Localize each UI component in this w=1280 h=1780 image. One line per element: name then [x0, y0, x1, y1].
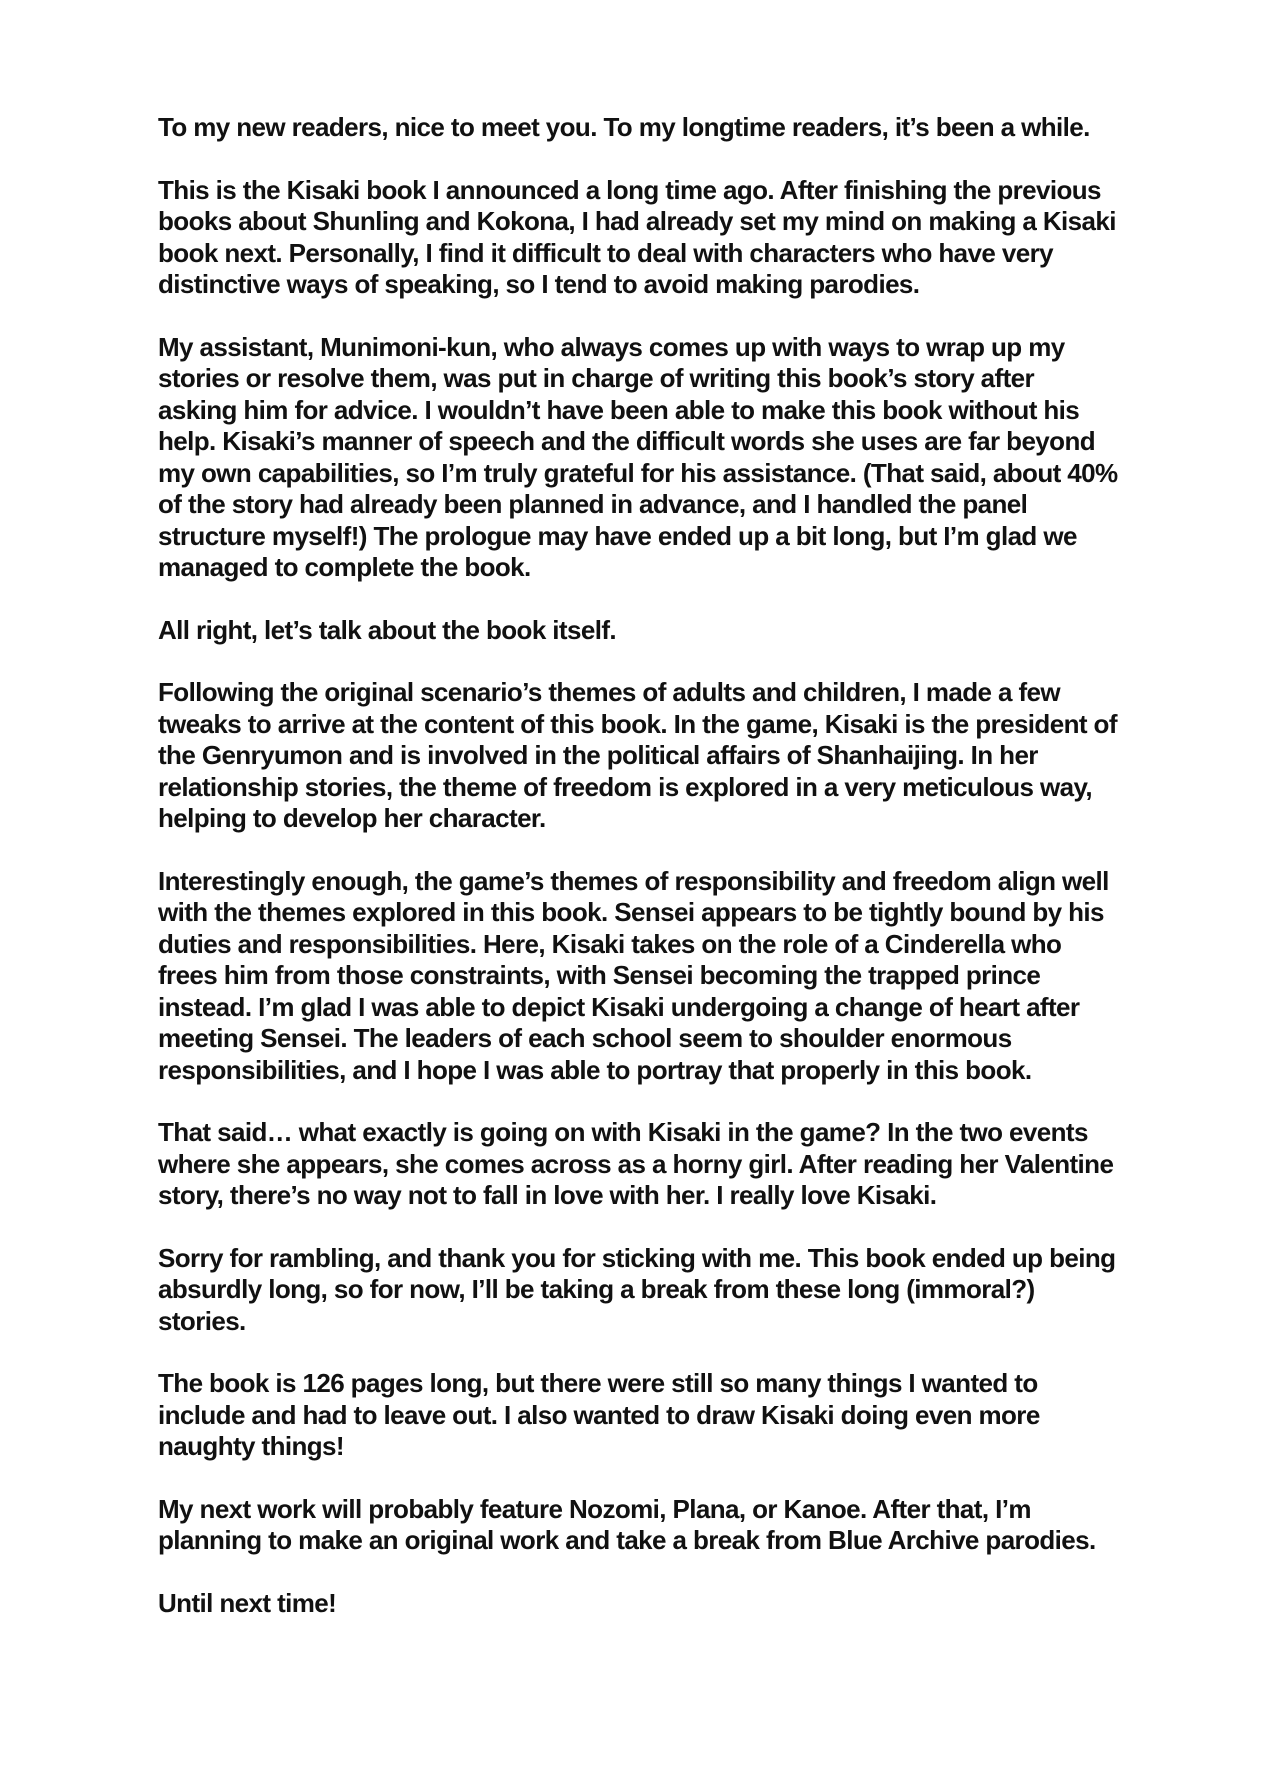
paragraph-next-work: My next work will probably feature Nozomi, Plana, or Kanoe. After that, I’m planning to make an original work and take a break from Blue Archive parodies.	[158, 1493, 1096, 1555]
paragraph-announcement: This is the Kisaki book I announced a long time ago. After finishing the previous books about Shunling and Kokona, I had already set my mind on making a Kisaki book next. Personally, I find it difficult to deal with characters who have very distinctive ways of speaking, so I tend to avoid making parodies.	[158, 174, 1116, 299]
afterword-page	[158, 112, 1118, 1650]
paragraph-rambling: Sorry for rambling, and thank you for sticking with me. This book ended up being absurdly long, so for now, I’ll be taking a break from these long (immoral?) stories.	[158, 1242, 1116, 1336]
paragraph-game-kisaki: That said… what exactly is going on with Kisaki in the game? In the two events where she appears, she comes across as a horny girl. After reading her Valentine story, there’s no way not to fall in love with her. I really love Kisaki.	[158, 1117, 1114, 1210]
paragraph-signoff: Until next time!	[158, 1587, 337, 1618]
paragraph-page-count: The book is 126 pages long, but there were still so many things I wanted to include and had to leave out. I also wanted to draw Kisaki doing even more naughty things!	[158, 1368, 1040, 1461]
paragraph-themes: Following the original scenario’s themes of adults and children, I made a few tweaks to arrive at the content of this book. In the game, Kisaki is the president of the Genryumon and is involved in the political affairs of Shanhaijing. In her relationship stories, the theme of freedom is explored in a very meticulous way, helping to develop her character.	[158, 677, 1117, 833]
paragraph-assistant: My assistant, Munimoni-kun, who always comes up with ways to wrap up my stories or resolve them, was put in charge of writing this book’s story after asking him for advice. I wouldn’t have been able to make this book without his help. Kisaki’s manner of speech and the difficult words she uses are far beyond my own capabilities, so I’m truly grateful for his assistance. (That said, about 40% of the story had already been planned in advance, and I handled the panel structure myself!) The prologue may have ended up a bit long, but I’m glad we managed to complete the book.	[158, 331, 1118, 582]
paragraph-responsibility: Interestingly enough, the game’s themes of responsibility and freedom align well with the themes explored in this book. Sensei appears to be tightly bound by his duties and responsibilities. Here, Kisaki takes on the role of a Cinderella who frees him from those constraints, with Sensei becoming the trapped prince instead. I’m glad I was able to depict Kisaki undergoing a change of heart after meeting Sensei. The leaders of each school seem to shoulder enormous responsibilities, and I hope I was able to portray that properly in this book.	[158, 865, 1109, 1085]
paragraph-transition: All right, let’s talk about the book itself.	[158, 614, 617, 645]
paragraph-greeting: To my new readers, nice to meet you. To my longtime readers, it’s been a while.	[158, 112, 1090, 142]
